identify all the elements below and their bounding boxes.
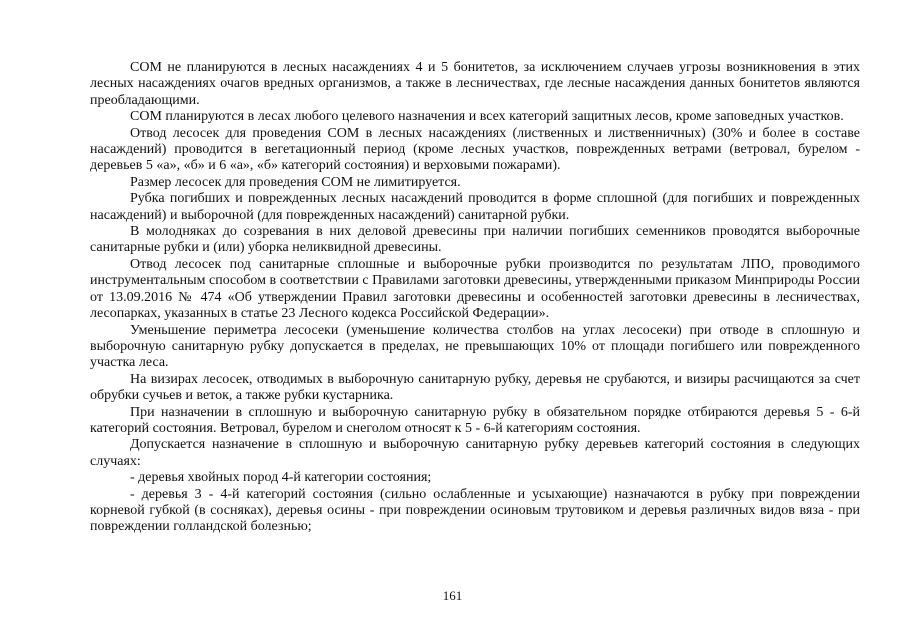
paragraph: СОМ планируются в лесах любого целевого назначения и всех категорий защитных лесов, кроме заповедных участков. <box>130 109 844 125</box>
paragraph: При назначении в сплошную и выборочную санитарную рубку в обязательном порядке отбираются деревья 5 - 6-й категорий состояния. Ветровал, бурелом и снеголом относят к 5 - 6-й категориям состояния. <box>90 404 860 436</box>
paragraph: Размер лесосек для проведения СОМ не лимитируется. <box>130 174 461 190</box>
page-number: 161 <box>442 588 463 603</box>
document-page <box>90 60 860 536</box>
paragraph: На визирах лесосек, отводимых в выборочную санитарную рубку, деревья не срубаются, и визиры расчищаются за счет обрубки сучьев и веток, а также рубки кустарника. <box>90 371 860 404</box>
paragraph: СОМ не планируются в лесных насаждениях 4 и 5 бонитетов, за исключением случаев угрозы возникновения в этих лесных насаждениях очагов вредных организмов, а также в лесничествах, где лесные насаждения данных бонитетов являются преобладающими. <box>90 60 860 108</box>
paragraph: Отвод лесосек под санитарные сплошные и выборочные рубки производится по результатам ЛПО, проводимого инструментальным способом в соответствии с Правилами заготовки древесины, утвержденными приказом Минприроды России от 13.09.2016 № 474 «Об утверждении Правил заготовки древесины и особенностей заготовки древесины в лесничествах, лесопарках, указанных в статье 23 Лесного кодекса Российской Федерации». <box>90 256 860 322</box>
paragraph: Отвод лесосек для проведения СОМ в лесных насаждениях (лиственных и лиственничных) (30% и более в составе насаждений) проводится в вегетационный период (кроме лесных участков, поврежденных ветрами (ветровал, бурелом - деревьев 5 «а», «б» и 6 «а», «б» категорий состояния) и верховыми пожарами). <box>90 125 860 174</box>
paragraph: Рубка погибших и поврежденных лесных насаждений проводится в форме сплошной (для погибших и поврежденных насаждений) и выборочной (для поврежденных насаждений) санитарной рубки. <box>90 191 860 223</box>
list-item: - деревья 3 - 4-й категорий состояния (сильно ослабленные и усыхающие) назначаются в рубку при повреждении корневой губкой (в сосняках), деревья осины - при повреждении осиновым трутовиком и деревья различных видов вяза - при повреждении голландской болезнью; <box>90 486 860 535</box>
list-item: - деревья хвойных пород 4-й категории состояния; <box>130 470 432 486</box>
paragraph: В молодняках до созревания в них деловой древесины при наличии погибших семенников проводятся выборочные санитарные рубки и (или) уборка неликвидной древесины. <box>90 224 860 256</box>
paragraph: Допускается назначение в сплошную и выборочную санитарную рубку деревьев категорий состояния в следующих случаях: <box>90 437 860 469</box>
paragraph: Уменьшение периметра лесосеки (уменьшение количества столбов на углах лесосеки) при отводе в сплошную и выборочную санитарную рубку допускается в пределах, не превышающих 10% от площади погибшего или поврежденного участка леса. <box>90 322 860 371</box>
